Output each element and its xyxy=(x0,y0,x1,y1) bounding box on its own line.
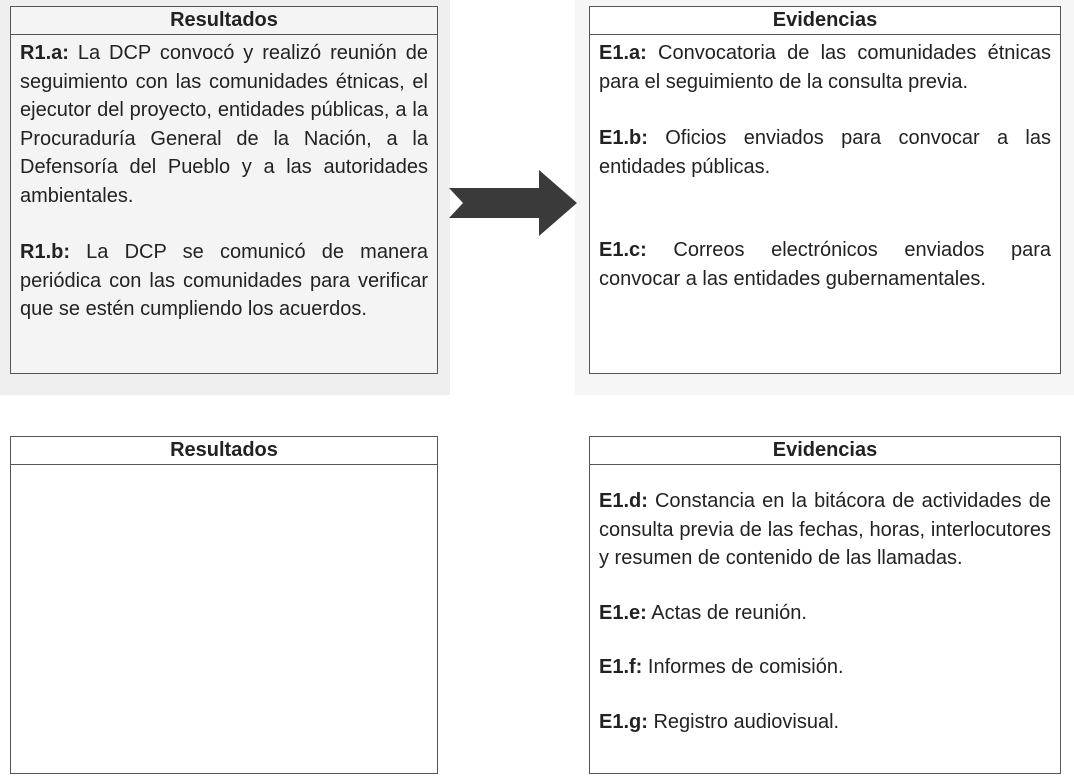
evidencias-header: Evidencias xyxy=(590,437,1060,465)
evidence-e1b xyxy=(599,124,1051,181)
evidence-e1f xyxy=(599,653,1051,682)
evidence-text: Constancia en la bitácora de actividades de consulta previa de las fechas, horas, interlocutores y resumen de contenido de las llamadas. xyxy=(599,490,1051,569)
evidence-e1a xyxy=(599,39,1051,96)
evidence-text: Informes de comisión. xyxy=(642,656,844,678)
evidence-text: Actas de reunión. xyxy=(646,601,807,624)
evidence-code: E1.g: xyxy=(599,710,648,733)
result-r1b xyxy=(20,238,428,324)
result-text: La DCP se comunicó de manera periódica con las comunidades para verificar que se estén cumpliendo los acuerdos. xyxy=(20,241,428,320)
evidence-e1d xyxy=(599,487,1051,573)
result-r1a xyxy=(20,39,428,210)
resultados-header: Resultados xyxy=(11,437,437,465)
evidence-text: Oficios enviados para convocar a las entidades públicas. xyxy=(599,127,1051,178)
result-code: R1.b: xyxy=(20,241,70,263)
resultados-header: Resultados xyxy=(11,7,437,35)
evidence-code: E1.f: xyxy=(599,656,643,678)
evidence-code: E1.d: xyxy=(599,490,648,512)
result-code: R1.a: xyxy=(20,42,69,64)
evidence-code: E1.b: xyxy=(599,127,648,149)
resultados-box-top xyxy=(10,6,438,374)
right-arrow-icon xyxy=(447,168,579,238)
evidencias-box-bottom xyxy=(589,436,1061,774)
evidence-text: Correos electrónicos enviados para convocar a las entidades gubernamentales. xyxy=(599,239,1051,290)
resultados-box-bottom xyxy=(10,436,438,774)
evidence-text: Registro audiovisual. xyxy=(647,710,840,733)
result-text: La DCP convocó y realizó reunión de seguimiento con las comunidades étnicas, el ejecutor del proyecto, entidades públicas, a la Procuraduría General de la Nación, a la Defensoría del Pueblo y a las autoridades ambientales. xyxy=(20,42,428,207)
evidence-code: E1.c: xyxy=(599,239,647,261)
evidencias-header: Evidencias xyxy=(590,7,1060,35)
evidence-e1c xyxy=(599,236,1051,293)
evidence-e1g xyxy=(599,708,1051,737)
evidence-e1e xyxy=(599,599,1051,628)
evidencias-box-top xyxy=(589,6,1061,374)
evidence-text: Convocatoria de las comunidades étnicas para el seguimiento de la consulta previa. xyxy=(599,42,1051,93)
evidence-code: E1.a: xyxy=(599,42,647,64)
evidence-code: E1.e: xyxy=(599,601,647,624)
